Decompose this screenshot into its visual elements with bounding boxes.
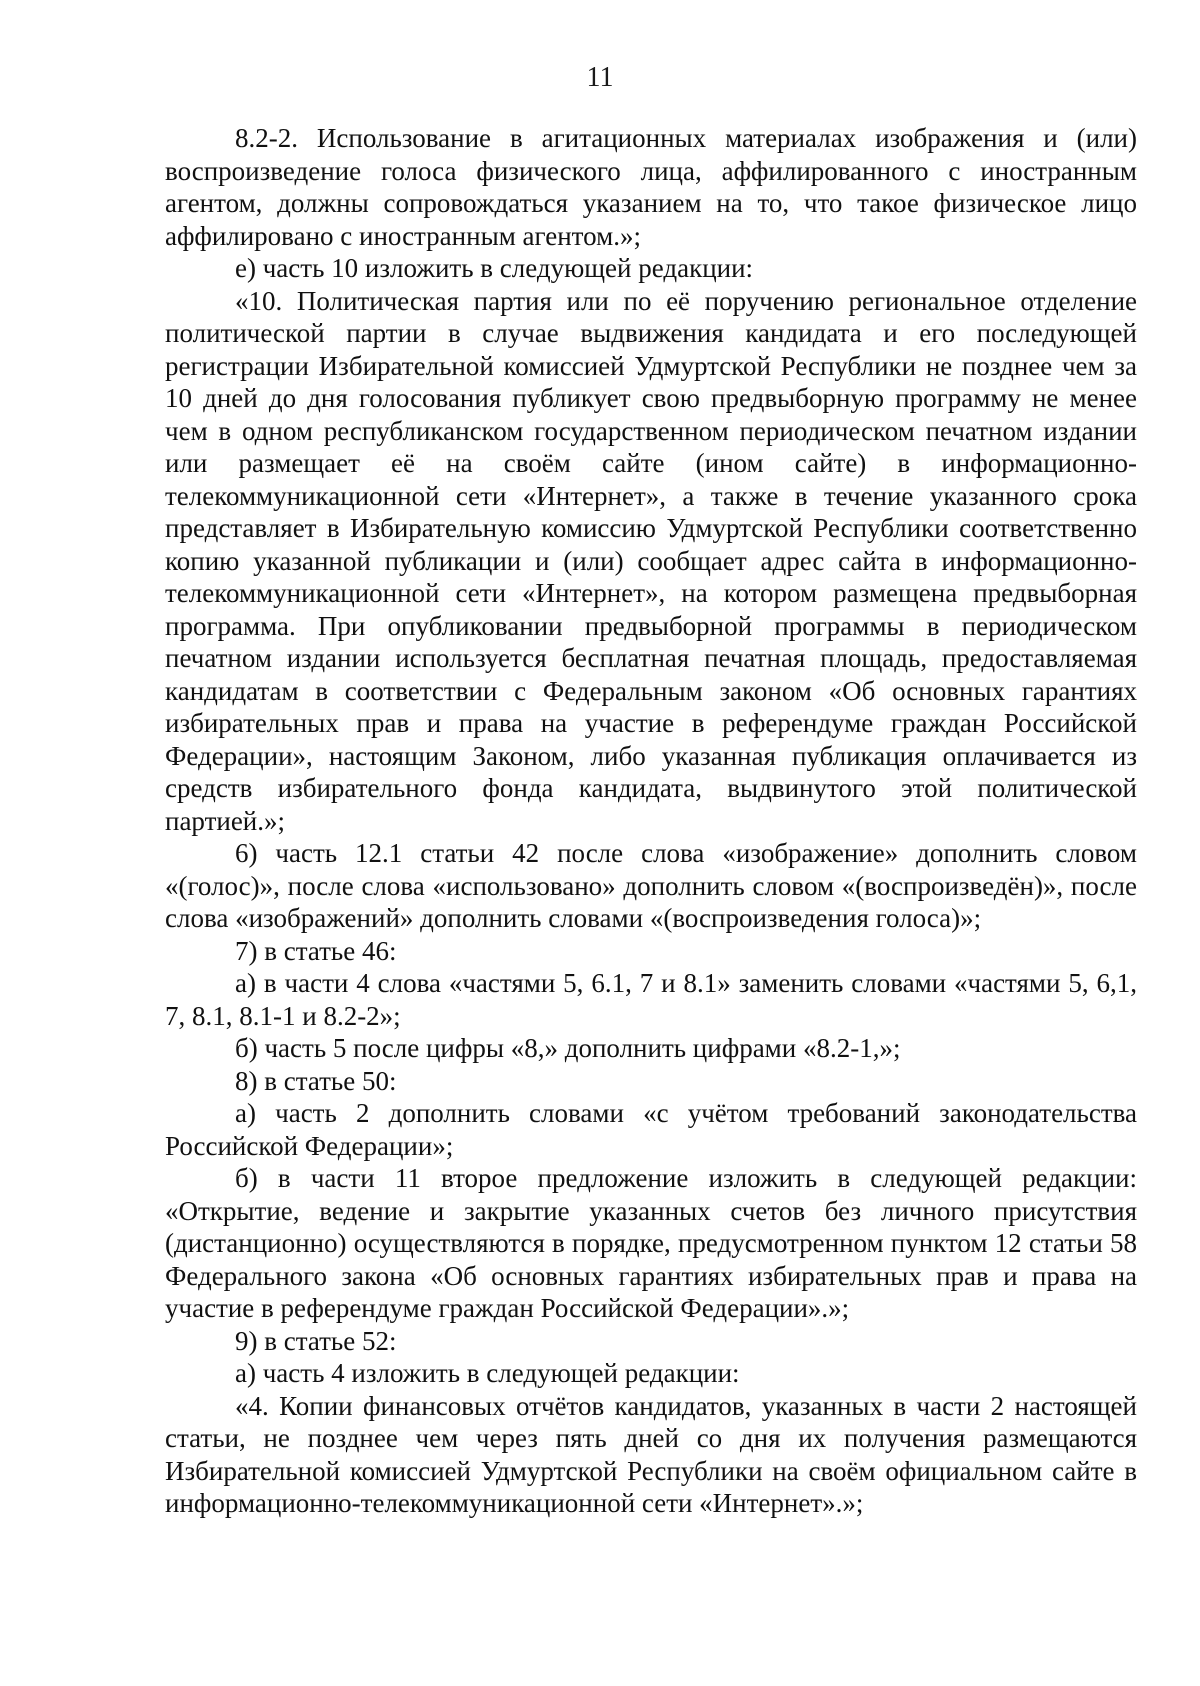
- paragraph-item-7b: б) часть 5 после цифры «8,» дополнить цифрами «8.2-1,»;: [235, 1033, 901, 1063]
- page-number: 11: [586, 62, 614, 93]
- paragraph-8-2-2: 8.2-2. Использование в агитационных материалах изображения и (или) воспроизведение голоса физического лица, аффилированного с иностранным агентом, должны сопровождаться указанием на то, что такое физическое лицо аффилировано с иностранным агентом.»;: [165, 123, 1137, 251]
- document-body: [165, 122, 1137, 1520]
- paragraph-item-8: 8) в статье 50:: [235, 1065, 397, 1096]
- paragraph-item-9a: а) часть 4 изложить в следующей редакции:: [235, 1358, 740, 1388]
- paragraph-item-7a: а) в части 4 слова «частями 5, 6.1, 7 и 8.1» заменить словами «частями 5, 6,1, 7, 8.1, 8.1-1 и 8.2-2»;: [165, 968, 1137, 1031]
- paragraph-item-8a: а) часть 2 дополнить словами «с учётом требований законодательства Российской Федерации»;: [165, 1098, 1137, 1161]
- paragraph-item-9: 9) в статье 52:: [235, 1325, 397, 1356]
- paragraph-part-10-text: «10. Политическая партия или по её поручению региональное отделение политической партии в случае выдвижения кандидата и его последующей регистрации Избирательной комиссией Удмуртской Республики не позднее чем за 10 дней до дня голосования публикует свою предвыборную программу не менее чем в одном республиканском государственном периодическом печатном издании или размещает её на своём сайте (ином сайте) в информационно-телекоммуникационной сети «Интернет», а также в течение указанного срока представляет в Избирательную комиссию Удмуртской Республики соответственно копию указанной публикации и (или) сообщает адрес сайта в информационно-телекоммуникационной сети «Интернет», на котором размещена предвыборная программа. При опубликовании предвыборной программы в периодическом печатном издании используется бесплатная печатная площадь, предоставляемая кандидатам в соответствии с Федеральным законом «Об основных гарантиях избирательных прав и права на участие в референдуме граждан Российской Федерации», настоящим Законом, либо указанная публикация оплачивается из средств избирательного фонда кандидата, выдвинутого этой политической партией.»;: [165, 285, 1137, 836]
- paragraph-part-4-text: «4. Копии финансовых отчётов кандидатов, указанных в части 2 настоящей статьи, не позднее чем через пять дней со дня их получения размещаются Избирательной комиссией Удмуртской Республики на своём официальном сайте в информационно-телекоммуникационной сети «Интернет».»;: [165, 1390, 1137, 1518]
- paragraph-item-8b: б) в части 11 второе предложение изложить в следующей редакции: «Открытие, ведение и закрытие указанных счетов без личного присутствия (дистанционно) осуществляются в порядке, предусмотренном пунктом 12 статьи 58 Федерального закона «Об основных гарантиях избирательных прав и права на участие в референдуме граждан Российской Федерации».»;: [165, 1163, 1137, 1323]
- paragraph-item-6: 6) часть 12.1 статьи 42 после слова «изображение» дополнить словом «(голос)», после слова «использовано» дополнить словом «(воспроизведён)», после слова «изображений» дополнить словами «(воспроизведения голоса)»;: [165, 838, 1137, 933]
- paragraph-amendment-e: е) часть 10 изложить в следующей редакции:: [235, 253, 754, 283]
- paragraph-item-7: 7) в статье 46:: [235, 935, 397, 966]
